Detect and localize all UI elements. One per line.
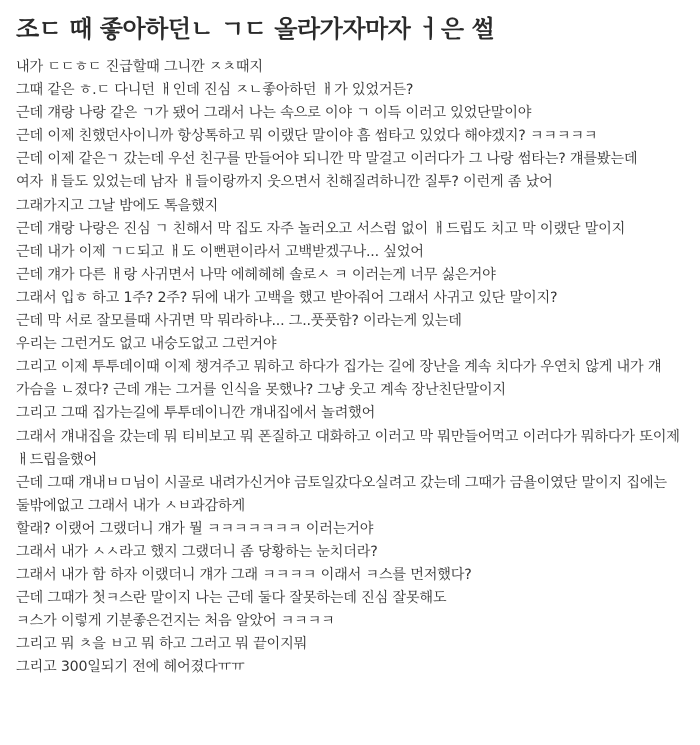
post-line: 근데 그때 걔내ㅂㅁ님이 시골로 내려가신거야 금토일갔다오실려고 갔는데 그때가 금욜이였단 말이지 집에는 둘밖에없고 그래서 내가 ㅅㅂ과감하게 xyxy=(16,474,667,514)
post-line: ㅋ스가 이렇게 기분좋은건지는 처음 알았어 ㅋㅋㅋㅋ xyxy=(16,613,335,630)
post-line: 그래가지고 그날 밤에도 톡을했지 xyxy=(16,197,219,214)
post-line: 그래서 걔내집을 갔는데 뭐 티비보고 뭐 폰질하고 대화하고 이러고 막 뭐만들어먹고 이러다가 뭐하다가 또이제 ㅐ드립을했어 xyxy=(16,428,680,468)
post-line: 근데 걔랑 나랑 같은 ㄱ가 됐어 그래서 나는 속으로 이야 ㄱ 이득 이러고 있었단말이야 xyxy=(16,105,532,122)
post-body xyxy=(16,56,692,680)
post-line: 그래서 내가 함 하자 이랬더니 걔가 그래 ㅋㅋㅋㅋ 이래서 ㅋ스를 먼저했다? xyxy=(16,567,472,584)
post-line: 근데 이제 같은ㄱ 갔는데 우선 친구를 만들어야 되니깐 막 말걸고 이러다가 그 나랑 썸타는? 걔를봤는데 xyxy=(16,151,638,168)
post-line: 할래? 이랬어 그랬더니 걔가 뭘 ㅋㅋㅋㅋㅋㅋㅋ 이러는거야 xyxy=(16,520,374,537)
post-line: 그래서 내가 ㅅㅅ라고 했지 그랬더니 좀 당황하는 눈치더라? xyxy=(16,543,378,560)
post-line: 근데 걔가 다른 ㅐ랑 사귀면서 나막 에헤헤헤 솔로ㅅ ㅋ 이러는게 너무 싫은거야 xyxy=(16,266,496,283)
post-line: 그리고 이제 투투데이때 이제 챙겨주고 뭐하고 하다가 집가는 길에 장난을 계속 치다가 우연치 않게 내가 걔 가슴을 ㄴ졌다? 근데 걔는 그거를 인식을 못했나? 그냥 웃고 계속 장난친단말이지 xyxy=(16,359,662,399)
post-line: 근데 그때가 첫ㅋ스란 말이지 나는 근데 둘다 잘못하는데 진심 잘못해도 xyxy=(16,590,447,607)
post-line: 그리고 300일되기 전에 헤어졌다ㅠㅠ xyxy=(16,659,245,676)
post-line: 그리고 그때 집가는길에 투투데이니깐 걔내집에서 놀려했어 xyxy=(16,405,376,422)
post-line: 근데 내가 이제 ㄱㄷ되고 ㅐ도 이뻔편이라서 고백받겠구나... 싶었어 xyxy=(16,243,424,260)
post-line: 근데 막 서로 잘모를때 사귀면 막 뭐라하냐... 그..풋풋함? 이라는게 있는데 xyxy=(16,313,462,330)
post xyxy=(16,0,692,680)
post-line: 근데 이제 친했던사이니까 항상톡하고 뭐 이랬단 말이야 흠 썸타고 있었다 해야겠지? ㅋㅋㅋㅋㅋ xyxy=(16,128,598,145)
post-line: 그리고 뭐 ㅊ을 ㅂ고 뭐 하고 그러고 뭐 끝이지뭐 xyxy=(16,636,308,653)
post-line: 내가 ㄷㄷㅎㄷ 진급할때 그니깐 ㅈㅊ때지 xyxy=(16,59,263,75)
post-title: 조ㄷ 때 좋아하던ㄴ ㄱㄷ 올라가자마자 ㅓ은 썰 xyxy=(16,15,495,43)
post-line: 우리는 그런거도 없고 내숭도없고 그런거야 xyxy=(16,336,277,353)
post-line: 여자 ㅐ들도 있었는데 남자 ㅐ들이랑까지 웃으면서 친해질려하니깐 질투? 이런게 좀 났어 xyxy=(16,174,553,191)
post-line: 그때 같은 ㅎ.ㄷ 다니던 ㅐ인데 진심 ㅈㄴ좋아하던 ㅐ가 있었거든? xyxy=(16,82,414,99)
post-line: 그래서 입ㅎ 하고 1주? 2주? 뒤에 내가 고백을 했고 받아줘어 그래서 사귀고 있단 말이지? xyxy=(16,289,558,306)
post-line: 근데 걔랑 나랑은 진심 ㄱ 친해서 막 집도 자주 놀러오고 서스럼 없이 ㅐ드립도 치고 막 이랬단 말이지 xyxy=(16,220,626,237)
